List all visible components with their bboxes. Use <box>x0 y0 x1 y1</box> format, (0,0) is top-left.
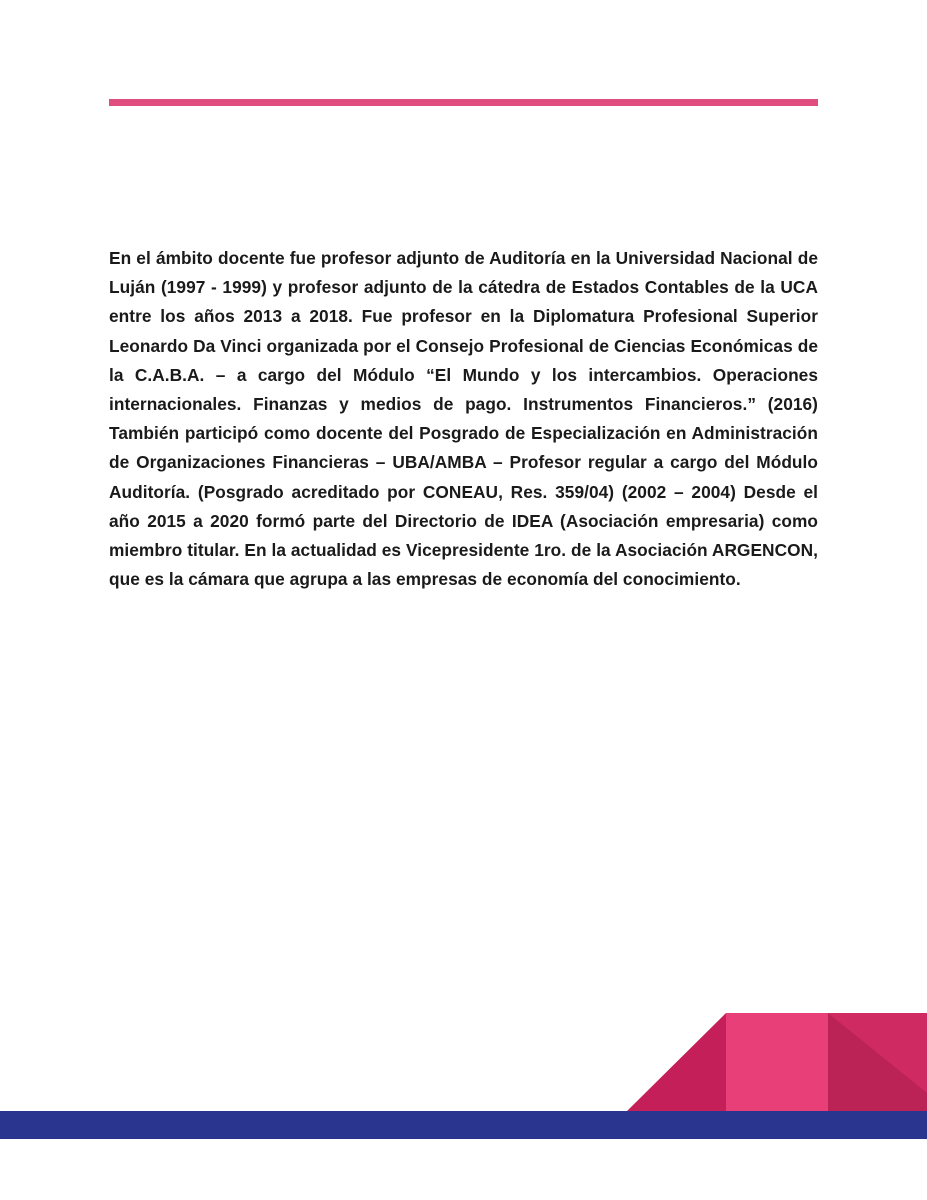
corner-decoration <box>626 1013 927 1112</box>
corner-triangle-left <box>626 1013 726 1112</box>
body-paragraph: En el ámbito docente fue profesor adjunto de Auditoría en la Universidad Nacional de Luján (1997 - 1999) y profesor adjunto de la cátedra de Estados Contables de la UCA entre los años 2013 a 2018. Fue profesor en la Diplomatura Profesional Superior Leonardo Da Vinci organizada por el Consejo Profesional de Ciencias Económicas de la C.A.B.A. – a cargo del Módulo “El Mundo y los intercambios. Operaciones internacionales. Finanzas y medios de pago. Instrumentos Financieros.” (2016) También participó como docente del Posgrado de Especialización en Administración de Organizaciones Financieras – UBA/AMBA – Profesor regular a cargo del Módulo Auditoría. (Posgrado acreditado por CONEAU, Res. 359/04) (2002 – 2004) Desde el año 2015 a 2020 formó parte del Directorio de IDEA (Asociación empresaria) como miembro titular. En la actualidad es Vicepresidente 1ro. de la Asociación ARGENCON, que es la cámara que agrupa a las empresas de economía del conocimiento. <box>109 248 818 590</box>
bottom-blue-band <box>0 1111 927 1139</box>
top-accent-rule <box>109 99 818 106</box>
corner-block-middle <box>726 1013 828 1112</box>
